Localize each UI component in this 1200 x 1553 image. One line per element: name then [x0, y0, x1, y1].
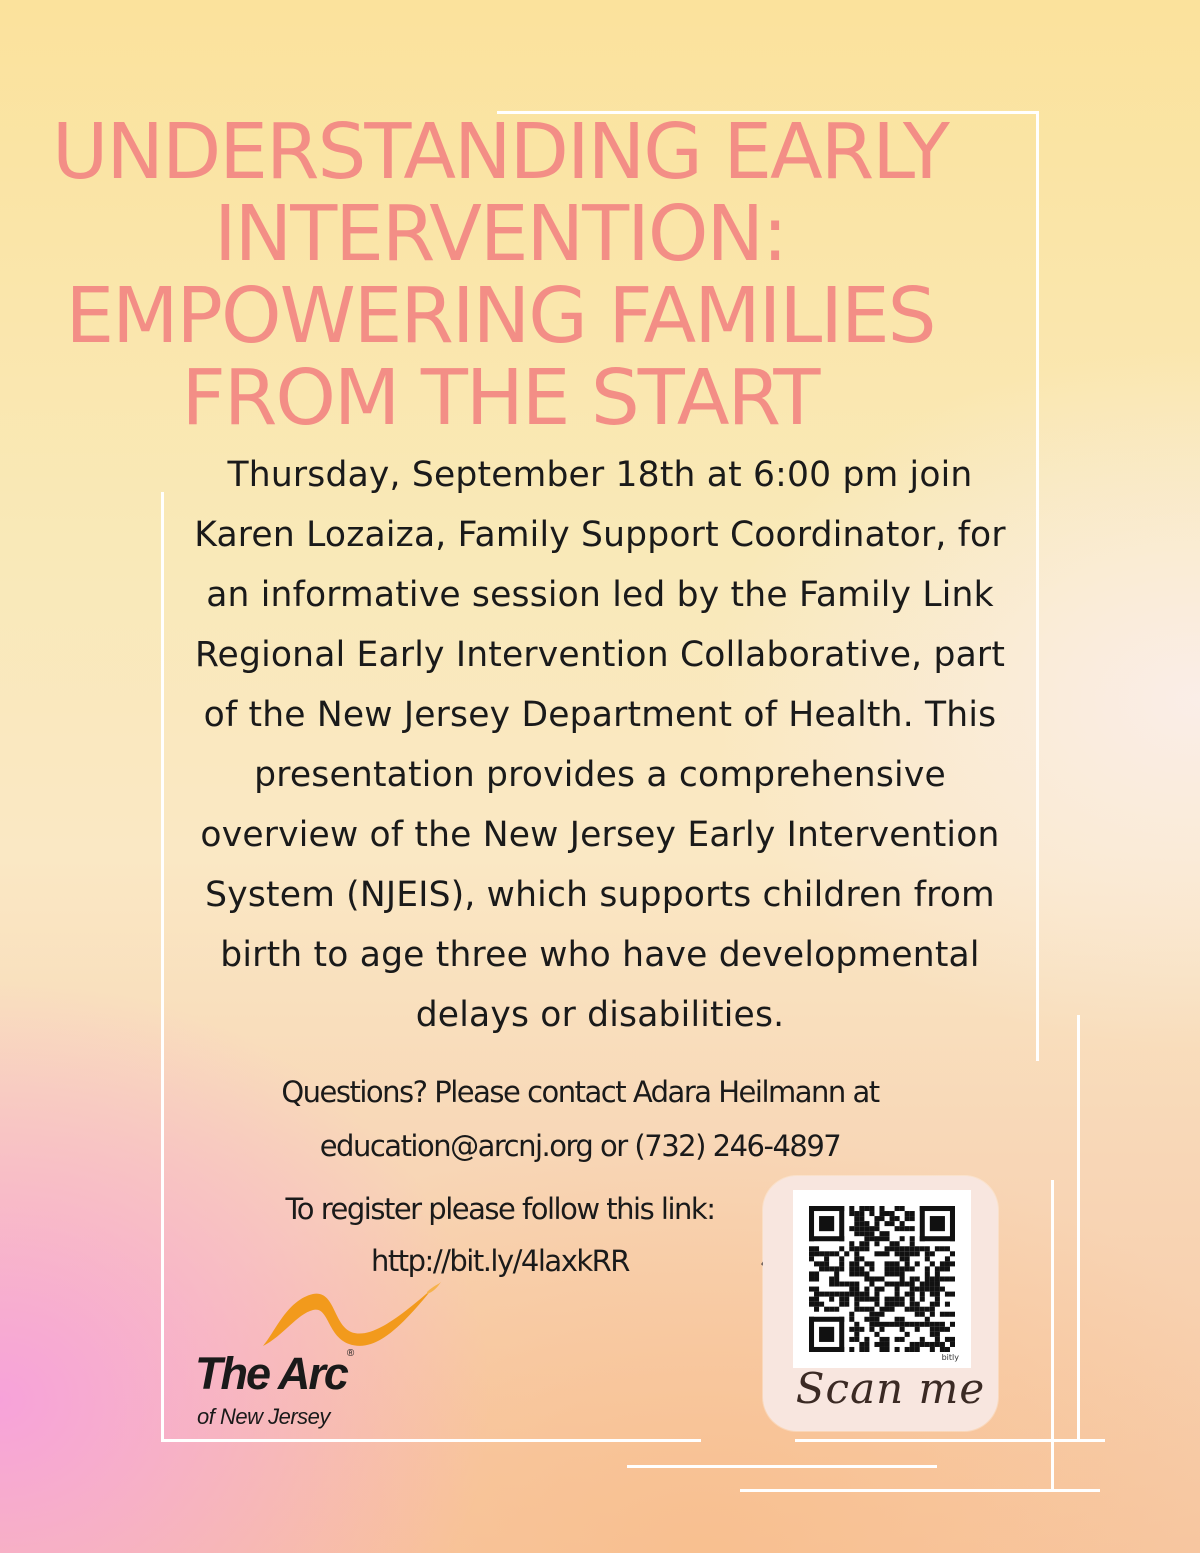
description-line: presentation provides a comprehensive [254, 755, 946, 795]
page-title [0, 108, 1000, 443]
event-description [160, 445, 1040, 1045]
qr-card [763, 1176, 998, 1431]
title-line: UNDERSTANDING EARLY [52, 108, 948, 197]
title-line: FROM THE START [181, 354, 819, 443]
description-line: birth to age three who have developmental [220, 935, 980, 975]
logo-subtitle: of New Jersey [197, 1404, 330, 1429]
description-line: Karen Lozaiza, Family Support Coordinator, for [194, 515, 1006, 555]
description-line: of the New Jersey Department of Health. This [203, 695, 997, 735]
frame-bottom-line-right [795, 1439, 1105, 1442]
description-line: Thursday, September 18th at 6:00 pm join [227, 455, 973, 495]
qr-code-icon [809, 1206, 955, 1352]
qr-code[interactable] [793, 1190, 971, 1368]
accent-horizontal-line-1 [627, 1465, 937, 1468]
accent-vertical-line-2 [1051, 1180, 1054, 1490]
contact-info [180, 1065, 980, 1173]
title-line: INTERVENTION: [213, 190, 787, 279]
accent-vertical-line-1 [1077, 1015, 1080, 1440]
description-line: delays or disabilities. [415, 995, 785, 1035]
logo-name: The Arc® [195, 1348, 355, 1399]
contact-email-phone[interactable]: education@arcnj.org or (732) 246-4897 [319, 1129, 841, 1163]
accent-horizontal-line-2 [740, 1489, 1100, 1492]
description-line: System (NJEIS), which supports children from [205, 875, 995, 915]
description-line: an informative session led by the Family Link [206, 575, 994, 615]
scan-me-label: Scan me [795, 1364, 986, 1413]
description-line: overview of the New Jersey Early Intervention [200, 815, 1000, 855]
register-link[interactable]: http://bit.ly/4laxkRR [371, 1244, 629, 1278]
contact-line: Questions? Please contact Adara Heilmann at [281, 1075, 879, 1109]
register-instruction: To register please follow this link: [285, 1192, 715, 1226]
arc-logo [195, 1280, 455, 1440]
qr-tag: bitly [941, 1353, 959, 1362]
description-line: Regional Early Intervention Collaborative, part [194, 635, 1006, 675]
title-line: EMPOWERING FAMILIES [65, 272, 935, 361]
registration-info [200, 1183, 800, 1287]
